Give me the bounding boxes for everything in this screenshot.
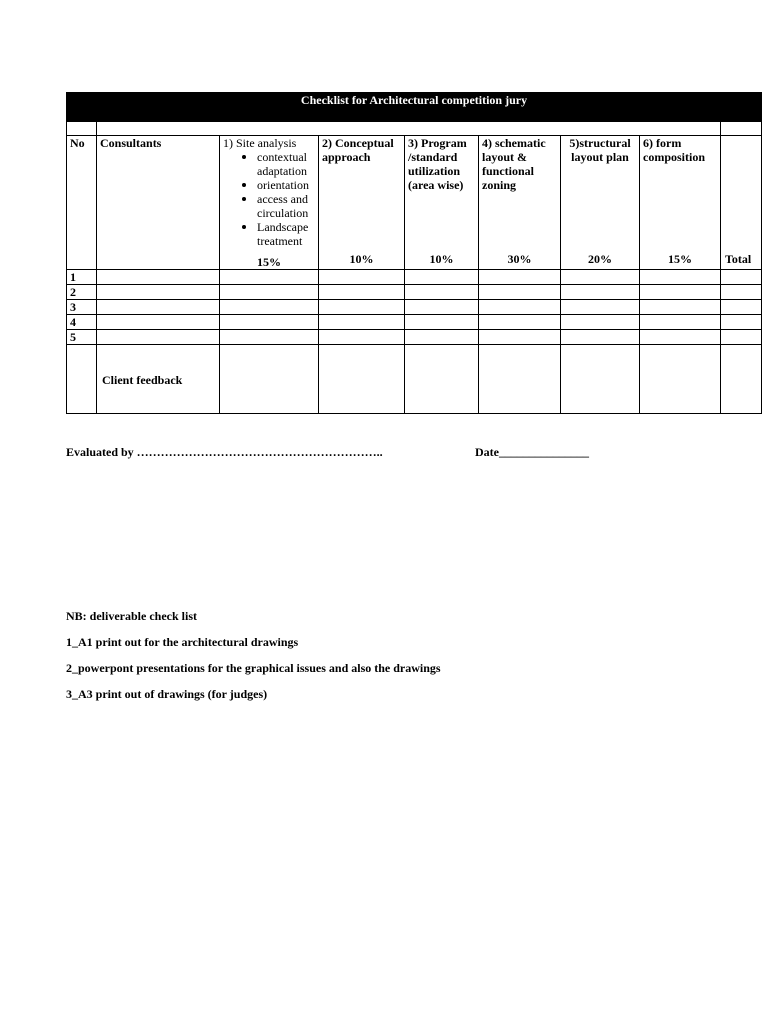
schematic-label: 4) schematic layout & functional zoning xyxy=(482,136,546,192)
row-number: 1 xyxy=(67,270,97,285)
structural-label: 5)structural layout plan xyxy=(569,136,631,164)
bullet-item: Landscape treatment xyxy=(257,220,315,248)
bullet-item: access and circulation xyxy=(257,192,315,220)
conceptual-weight: 10% xyxy=(349,252,374,266)
table-row xyxy=(67,315,762,330)
schematic-weight: 30% xyxy=(507,252,532,266)
program-label: 3) Program /standard utilization (area wise) xyxy=(408,136,467,192)
program-weight: 10% xyxy=(429,252,454,266)
structural-weight: 20% xyxy=(588,252,612,266)
site-analysis-bullets xyxy=(223,150,315,248)
header-conceptual xyxy=(319,136,405,270)
date-line: Date_______________ xyxy=(475,445,589,459)
table-header-row xyxy=(67,136,762,270)
table-row xyxy=(67,330,762,345)
table-title-row xyxy=(67,93,762,122)
table-title: Checklist for Architectural competition jury xyxy=(67,93,762,122)
conceptual-label: 2) Conceptual approach xyxy=(322,136,394,164)
bullet-item: orientation xyxy=(257,178,315,192)
form-weight: 15% xyxy=(668,252,692,266)
site-analysis-label: 1) Site analysis xyxy=(223,136,297,150)
site-analysis-weight: 15% xyxy=(257,255,281,269)
header-total xyxy=(721,136,762,270)
header-program xyxy=(405,136,479,270)
evaluated-by-line: Evaluated by …………………………………………………….. xyxy=(66,445,383,459)
table-row xyxy=(67,270,762,285)
note-item: 2_powerpont presentations for the graphical issues and also the drawings xyxy=(66,661,441,675)
header-consultants: Consultants xyxy=(97,136,220,270)
row-number: 5 xyxy=(67,330,97,345)
client-feedback-row xyxy=(67,345,762,414)
header-form xyxy=(640,136,721,270)
jury-checklist-table xyxy=(66,92,762,414)
header-no: No xyxy=(67,136,97,270)
form-label: 6) form composition xyxy=(643,136,706,164)
total-label: Total xyxy=(725,252,752,266)
table-row xyxy=(67,285,762,300)
header-schematic xyxy=(479,136,561,270)
spacer-row xyxy=(67,122,762,136)
note-item: 3_A3 print out of drawings (for judges) xyxy=(66,687,268,701)
table-row xyxy=(67,300,762,315)
client-feedback-label: Client feedback xyxy=(102,373,183,387)
row-number: 3 xyxy=(67,300,97,315)
row-number: 4 xyxy=(67,315,97,330)
notes-heading: NB: deliverable check list xyxy=(66,609,197,623)
header-structural xyxy=(561,136,640,270)
row-number: 2 xyxy=(67,285,97,300)
client-feedback-cell xyxy=(97,345,220,414)
note-item: 1_A1 print out for the architectural drawings xyxy=(66,635,299,649)
bullet-item: contextual adaptation xyxy=(257,150,315,178)
header-site-analysis xyxy=(220,136,319,270)
